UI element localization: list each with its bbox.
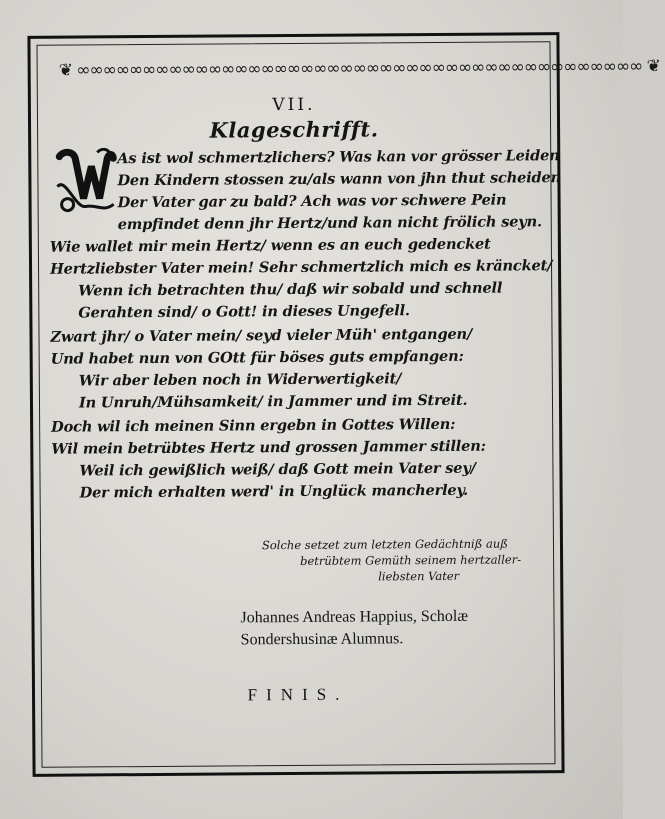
poem-line: Hertzliebster Vater mein! Sehr schmertzlich mich es kräncket/	[49, 257, 553, 278]
poem-line: Den Kindern stossen zu/als wann von jhn thut scheiden	[117, 169, 562, 190]
poem-line: Zwart jhr/ o Vater mein/ seyd vieler Müh' entgangen/	[50, 325, 473, 346]
decorated-initial-w-icon	[53, 146, 118, 218]
poem-line: empfindet denn jhr Hertz/und kan nicht frölich seyn.	[117, 213, 542, 234]
poem-line: Wenn ich betrachten thu/ daß wir sobald und schnell	[78, 279, 503, 300]
poem-line: Doch wil ich meinen Sinn ergebn in Gottes Willen:	[51, 415, 456, 436]
header-ornament: ❦ ∞∞∞∞∞∞∞∞∞∞∞∞∞∞∞∞∞∞∞∞∞∞∞∞∞∞∞∞∞∞∞∞∞∞∞∞∞∞∞∞∞∞∞ ❦	[58, 56, 660, 81]
author-name: Johannes Andreas Happius, Scholæ	[240, 607, 469, 627]
dedication-line: liebsten Vater	[378, 568, 460, 584]
dedication-line: Solche setzet zum letzten Gedächtniß auß	[261, 536, 509, 553]
poem-line: Wil mein betrübtes Hertz und grossen Jammer stillen:	[51, 437, 486, 458]
poem-line: Der Vater gar zu bald? Ach was vor schwere Pein	[117, 191, 507, 212]
poem-line: Weil ich gewißlich weiß/ daß Gott mein Vater sey/	[79, 459, 476, 480]
poem-line: Gerahten sind/ o Gott! in dieses Ungefell.	[78, 302, 410, 322]
poem-line: As ist wol schmertzlichers? Was kan vor grösser Leiden	[117, 147, 560, 168]
dedication-line: betrübtem Gemüth seinem hertzaller-	[300, 552, 522, 568]
poem-line: Der mich erhalten werd' in Unglück mancherley.	[79, 481, 469, 502]
poem-line: Und habet nun von GOtt für böses guts empfangen:	[50, 347, 464, 368]
poem-title: Klageschrifft.	[209, 116, 379, 143]
section-numeral: VII.	[272, 94, 316, 116]
finis-mark: FINIS.	[247, 684, 349, 705]
page-border	[27, 32, 660, 777]
poem-line: In Unruh/Mühsamkeit/ in Jammer und im Streit.	[78, 391, 468, 412]
author-affiliation: Sondershusinæ Alumnus.	[240, 630, 404, 649]
poem-line: Wie wallet mir mein Hertz/ wenn es an euch gedencket	[49, 235, 491, 256]
poem-line: Wir aber leben noch in Widerwertigkeit/	[78, 370, 402, 390]
